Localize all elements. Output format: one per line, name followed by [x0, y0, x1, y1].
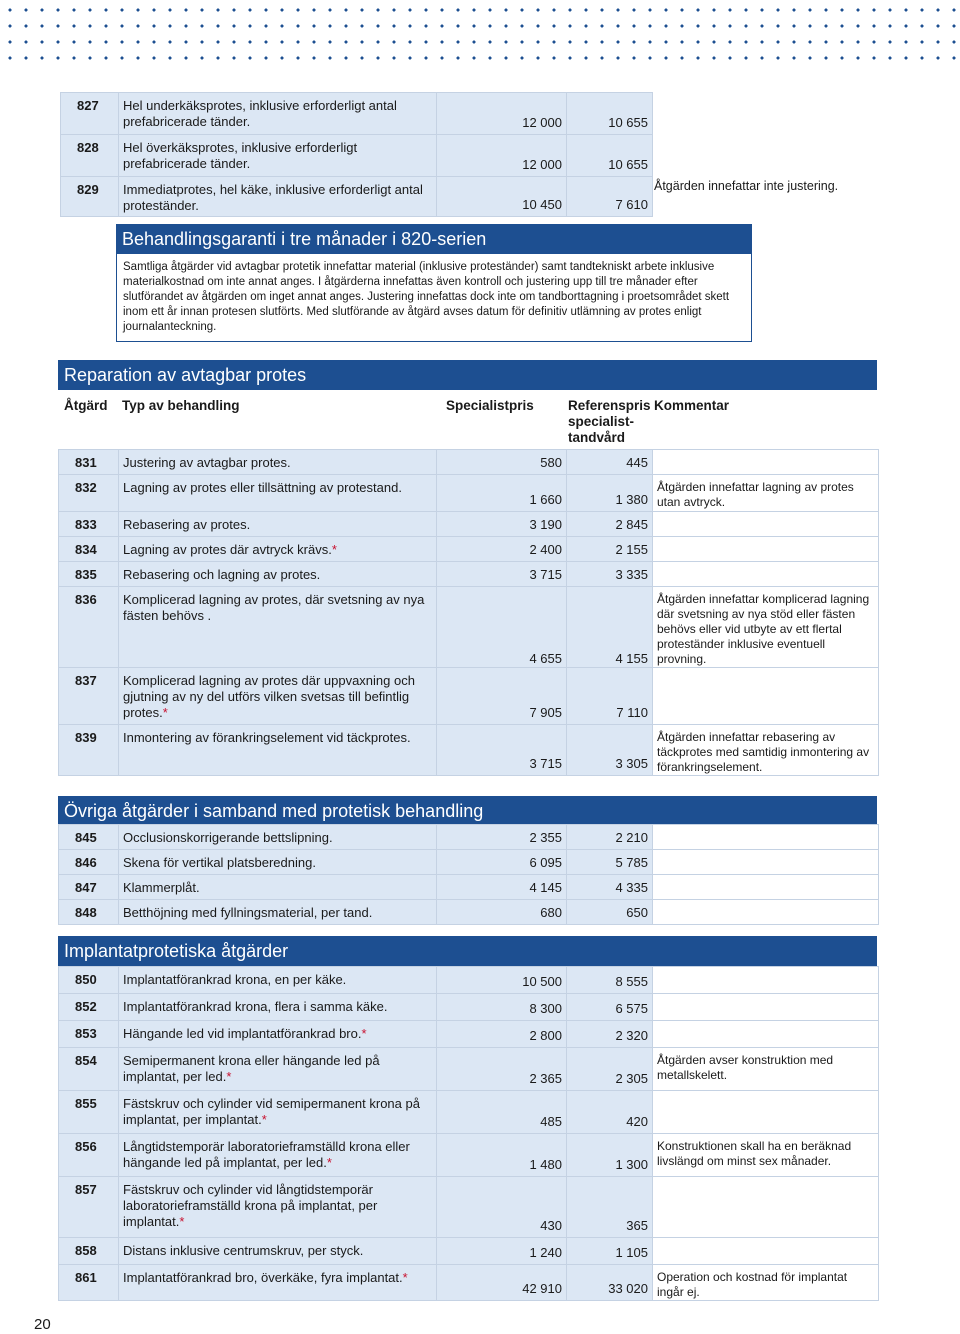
reference-price: 650: [567, 900, 653, 925]
reference-price: 10 655: [567, 93, 653, 135]
reference-price: 2 320: [567, 1021, 653, 1048]
other-table: [58, 824, 879, 925]
reference-price: 4 335: [567, 875, 653, 900]
reference-price: 10 655: [567, 135, 653, 177]
treatment-code: 836: [59, 587, 119, 668]
specialist-price: 1 480: [437, 1134, 567, 1177]
comment: Konstruktionen skall ha en beräknad livslängd om minst sex månader.: [653, 1134, 879, 1177]
table-row: [59, 1265, 879, 1301]
implant-table: [58, 966, 879, 1301]
description-text: Långtidstemporär laboratorieframställd krona eller hängande led på implantat, per led.: [123, 1139, 410, 1170]
treatment-description: [119, 967, 437, 994]
reference-price: 4 155: [567, 587, 653, 668]
column-header-comment: Kommentar: [654, 398, 730, 413]
treatment-description: [119, 668, 437, 725]
treatment-description: [119, 450, 437, 475]
specialist-price: 6 095: [437, 850, 567, 875]
treatment-description: [119, 900, 437, 925]
treatment-code: 839: [59, 725, 119, 776]
treatment-description: [119, 825, 437, 850]
treatment-code: 848: [59, 900, 119, 925]
treatment-code: 861: [59, 1265, 119, 1301]
specialist-price: 12 000: [437, 135, 567, 177]
comment: [653, 875, 879, 900]
treatment-description: [119, 1048, 437, 1091]
comment: [653, 1177, 879, 1238]
description-text: Inmontering av förankringselement vid täckprotes.: [123, 730, 411, 745]
treatment-description: [119, 562, 437, 587]
footnote-asterisk: *: [226, 1069, 232, 1084]
comment: [653, 825, 879, 850]
table-row: [59, 450, 879, 475]
column-header-code: Åtgärd: [64, 398, 108, 413]
treatment-code: 857: [59, 1177, 119, 1238]
footnote-asterisk: *: [402, 1270, 408, 1285]
treatment-description: [119, 1021, 437, 1048]
guarantee-note: Samtliga åtgärder vid avtagbar protetik innefattar material (inklusive proteständer) samt tandtekniskt arbete inklusive materialkostnad om inte annat anges. I åtgärderna innefattas även kontroll och justering upp till tre månader efter slutförandet av åtgärden om inget annat anges. Justering innefattas dock inte om tandborttagning i proetsområdet skett inom ett år innan protesen slutförts. Med slutförande av åtgärd avses datum för definitiv utlämning av protes enligt journalanteckning.: [116, 253, 752, 342]
description-text: Hängande led vid implantatförankrad bro.: [123, 1026, 362, 1041]
treatment-code: 852: [59, 994, 119, 1021]
column-header-spec-price: Specialistpris: [446, 398, 534, 413]
reference-price: 1 380: [567, 475, 653, 512]
description-text: Lagning av protes eller tillsättning av protestand.: [123, 480, 402, 495]
table-row: [59, 1134, 879, 1177]
reference-price: 365: [567, 1177, 653, 1238]
description-text: Justering av avtagbar protes.: [123, 455, 291, 470]
comment: Åtgärden innefattar komplicerad lagning där svetsning av nya stöd eller fästen behövs eller vid utbyte av ett flertal proteständer inklusive eventuell provning.: [653, 587, 879, 668]
treatment-description: [119, 1238, 437, 1265]
specialist-price: 7 905: [437, 668, 567, 725]
description-text: Fästskruv och cylinder vid långtidstemporär laboratorieframställd krona på implantat, per implantat.: [123, 1182, 378, 1229]
section-heading-implant: Implantatprotetiska åtgärder: [58, 936, 877, 966]
reference-price: 7 610: [567, 177, 653, 217]
specialist-price: 1 660: [437, 475, 567, 512]
comment: Åtgärden avser konstruktion med metallskelett.: [653, 1048, 879, 1091]
reference-price: 420: [567, 1091, 653, 1134]
description-text: Rebasering av protes.: [123, 517, 251, 532]
comment: [653, 450, 879, 475]
description-text: Komplicerad lagning av protes där uppvaxning och gjutning av ny del utförs vilken svetsas till befintlig protes.: [123, 673, 415, 720]
specialist-price: 2 400: [437, 537, 567, 562]
footnote-asterisk: *: [261, 1112, 267, 1127]
specialist-price: 1 240: [437, 1238, 567, 1265]
specialist-price: 2 800: [437, 1021, 567, 1048]
table-row: [61, 135, 653, 177]
specialist-price: 4 145: [437, 875, 567, 900]
comment: [653, 1091, 879, 1134]
specialist-price: 12 000: [437, 93, 567, 135]
table-row: [61, 93, 653, 135]
reference-price: 8 555: [567, 967, 653, 994]
section-heading-repair: Reparation av avtagbar protes: [58, 360, 877, 390]
table-row: [59, 1238, 879, 1265]
description-text: Klammerplåt.: [123, 880, 200, 895]
description-text: Implantatförankrad krona, en per käke.: [123, 972, 347, 987]
description-text: Lagning av protes där avtryck krävs.: [123, 542, 332, 557]
comment: [653, 537, 879, 562]
guarantee-heading: Behandlingsgaranti i tre månader i 820-serien: [116, 224, 752, 253]
table-row: [59, 1177, 879, 1238]
description-text: Hel överkäksprotes, inklusive erforderligt prefabricerade tänder.: [123, 140, 358, 171]
reference-price: 2 845: [567, 512, 653, 537]
reference-price: 3 305: [567, 725, 653, 776]
treatment-description: [119, 725, 437, 776]
treatment-description: [119, 875, 437, 900]
treatment-code: 853: [59, 1021, 119, 1048]
table-row: [59, 875, 879, 900]
prosthesis-table-820: [60, 92, 653, 217]
treatment-description: [119, 1265, 437, 1301]
treatment-code: 845: [59, 825, 119, 850]
treatment-code: 834: [59, 537, 119, 562]
comment: Åtgärden innefattar rebasering av täckprotes med samtidig inmontering av förankringselement.: [653, 725, 879, 776]
specialist-price: 485: [437, 1091, 567, 1134]
description-text: Semipermanent krona eller hängande led på implantat, per led.: [123, 1053, 380, 1084]
treatment-code: 828: [61, 135, 119, 177]
reference-price: 7 110: [567, 668, 653, 725]
treatment-code: 835: [59, 562, 119, 587]
reference-price: 33 020: [567, 1265, 653, 1301]
comment: Åtgärden innefattar lagning av protes utan avtryck.: [653, 475, 879, 512]
specialist-price: 8 300: [437, 994, 567, 1021]
treatment-description: [119, 1091, 437, 1134]
treatment-code: 850: [59, 967, 119, 994]
comment: [653, 967, 879, 994]
treatment-code: 855: [59, 1091, 119, 1134]
treatment-code: 837: [59, 668, 119, 725]
treatment-code: 827: [61, 93, 119, 135]
treatment-code: 847: [59, 875, 119, 900]
specialist-price: 430: [437, 1177, 567, 1238]
treatment-code: 831: [59, 450, 119, 475]
section-heading-other: Övriga åtgärder i samband med protetisk behandling: [58, 796, 877, 824]
table-row: [59, 562, 879, 587]
specialist-price: 680: [437, 900, 567, 925]
reference-price: 2 155: [567, 537, 653, 562]
specialist-price: 580: [437, 450, 567, 475]
specialist-price: 10 500: [437, 967, 567, 994]
comment: [653, 994, 879, 1021]
table-row: [59, 850, 879, 875]
treatment-description: [119, 93, 437, 135]
description-text: Fästskruv och cylinder vid semipermanent krona på implantat, per implantat.: [123, 1096, 420, 1127]
table-row: [59, 587, 879, 668]
footnote-asterisk: *: [326, 1155, 332, 1170]
table-row: [61, 177, 653, 217]
treatment-code: 858: [59, 1238, 119, 1265]
comment: [653, 850, 879, 875]
treatment-description: [119, 135, 437, 177]
description-text: Implantatförankrad bro, överkäke, fyra implantat.: [123, 1270, 403, 1285]
treatment-description: [119, 1134, 437, 1177]
comment: [653, 562, 879, 587]
footnote-asterisk: *: [179, 1214, 185, 1229]
comment: [653, 1238, 879, 1265]
description-text: Immediatprotes, hel käke, inklusive erforderligt antal proteständer.: [123, 182, 423, 213]
description-text: Implantatförankrad krona, flera i samma käke.: [123, 999, 388, 1014]
table-row: [59, 475, 879, 512]
specialist-price: 3 715: [437, 562, 567, 587]
treatment-description: [119, 512, 437, 537]
specialist-price: 4 655: [437, 587, 567, 668]
footnote-asterisk: *: [361, 1026, 367, 1041]
treatment-description: [119, 1177, 437, 1238]
treatment-code: 833: [59, 512, 119, 537]
table-row: [59, 512, 879, 537]
comment: [653, 668, 879, 725]
specialist-price: 2 365: [437, 1048, 567, 1091]
table-row: [59, 537, 879, 562]
treatment-description: [119, 587, 437, 668]
table-row: [59, 825, 879, 850]
description-text: Distans inklusive centrumskruv, per styck.: [123, 1243, 364, 1258]
table-row: [59, 1091, 879, 1134]
reference-price: 2 305: [567, 1048, 653, 1091]
treatment-code: 829: [61, 177, 119, 217]
table-row: [59, 900, 879, 925]
treatment-description: [119, 475, 437, 512]
page-number: 20: [34, 1316, 51, 1333]
dotted-header-pattern: [0, 0, 960, 70]
comment: [653, 512, 879, 537]
description-text: Rebasering och lagning av protes.: [123, 567, 321, 582]
comment: Operation och kostnad för implantat ingår ej.: [653, 1265, 879, 1301]
comment-829: Åtgärden innefattar inte justering.: [654, 179, 839, 193]
treatment-code: 854: [59, 1048, 119, 1091]
specialist-price: 3 715: [437, 725, 567, 776]
specialist-price: 10 450: [437, 177, 567, 217]
treatment-description: [119, 850, 437, 875]
table-row: [59, 1021, 879, 1048]
reference-price: 445: [567, 450, 653, 475]
table-row: [59, 967, 879, 994]
specialist-price: 42 910: [437, 1265, 567, 1301]
reference-price: 1 300: [567, 1134, 653, 1177]
treatment-description: [119, 994, 437, 1021]
footnote-asterisk: *: [162, 705, 168, 720]
table-row: [59, 1048, 879, 1091]
table-row: [59, 668, 879, 725]
description-text: Betthöjning med fyllningsmaterial, per tand.: [123, 905, 373, 920]
treatment-description: [119, 177, 437, 217]
repair-table: [58, 449, 879, 776]
description-text: Hel underkäksprotes, inklusive erforderligt antal prefabricerade tänder.: [123, 98, 397, 129]
treatment-code: 846: [59, 850, 119, 875]
reference-price: 2 210: [567, 825, 653, 850]
treatment-code: 832: [59, 475, 119, 512]
specialist-price: 3 190: [437, 512, 567, 537]
comment: [653, 1021, 879, 1048]
reference-price: 5 785: [567, 850, 653, 875]
reference-price: 6 575: [567, 994, 653, 1021]
specialist-price: 2 355: [437, 825, 567, 850]
description-text: Komplicerad lagning av protes, där svetsning av nya fästen behövs .: [123, 592, 425, 623]
treatment-code: 856: [59, 1134, 119, 1177]
description-text: Skena för vertikal platsberedning.: [123, 855, 316, 870]
column-header-type: Typ av behandling: [122, 398, 240, 413]
reference-price: 3 335: [567, 562, 653, 587]
description-text: Occlusionskorrigerande bettslipning.: [123, 830, 333, 845]
table-row: [59, 725, 879, 776]
column-header-ref-price: Referenspris specialist-tandvård: [568, 398, 651, 445]
comment: [653, 900, 879, 925]
footnote-asterisk: *: [331, 542, 337, 557]
treatment-description: [119, 537, 437, 562]
table-row: [59, 994, 879, 1021]
reference-price: 1 105: [567, 1238, 653, 1265]
